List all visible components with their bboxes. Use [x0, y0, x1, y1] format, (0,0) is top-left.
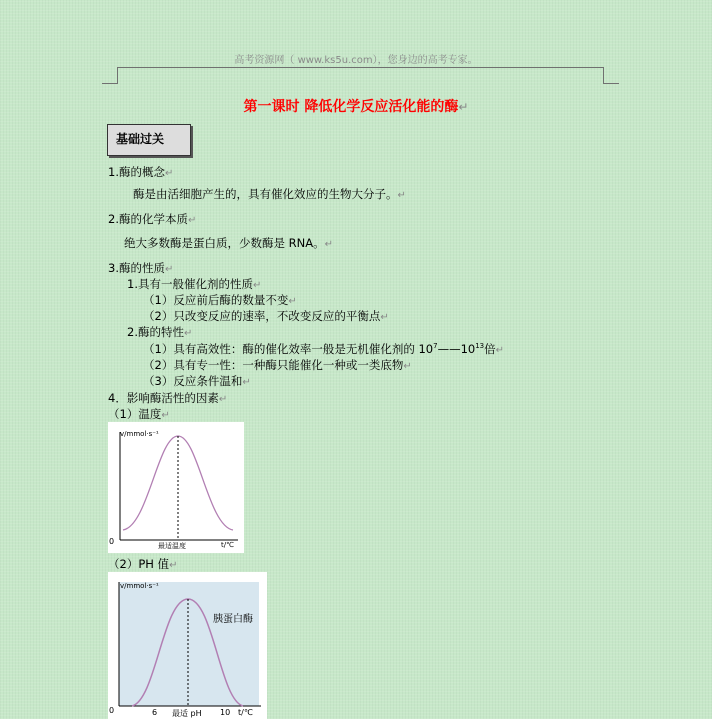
temperature-curve: [123, 436, 233, 530]
s4-item-1: （1）温度↵: [108, 407, 170, 421]
s3-item-1a: （1）反应前后酶的数量不变↵: [143, 293, 297, 307]
s1-title: 1.酶的概念↵: [108, 165, 174, 179]
s2-body: 绝大多数酶是蛋白质，少数酶是 RNA。↵: [124, 236, 334, 250]
s1-body: 酶是由活细胞产生的，具有催化效应的生物大分子。↵: [133, 187, 406, 201]
s3-item-1: 1.具有一般催化剂的性质↵: [127, 277, 262, 291]
header-rule-right-tick: [603, 67, 604, 84]
temp-xlabel: t/℃: [221, 541, 234, 549]
temp-ylabel: v/mmol·s⁻¹: [120, 430, 159, 438]
title-text: 第一课时 降低化学反应活化能的酶: [243, 99, 459, 115]
ph-xlabel: t/℃: [238, 708, 253, 717]
s3-item-2b: （2）具有专一性：一种酶只能催化一种或一类底物↵: [143, 358, 412, 372]
temp-origin: 0: [109, 537, 115, 546]
s4-item-2: （2）PH 值↵: [108, 557, 178, 571]
ph-ylabel: v/mmol·s⁻¹: [120, 582, 159, 590]
s4-title: 4．影响酶活性的因素↵: [108, 391, 228, 405]
ph-tick-10: 10: [220, 708, 231, 717]
s3-item-2c: （3）反应条件温和↵: [143, 374, 251, 388]
box-label: 基础过关: [116, 132, 165, 146]
section-box-basic: [107, 124, 191, 156]
ph-tick-6: 6: [152, 708, 158, 717]
s3-item-2: 2.酶的特性↵: [127, 325, 193, 339]
paragraph-mark: ↵: [458, 100, 469, 114]
header-rule-left-ext: [102, 83, 118, 84]
page-header-text: 高考资源网（ www.ks5u.com），您身边的高考专家。: [234, 55, 478, 66]
header-rule-left-tick: [117, 67, 118, 84]
s3-item-1b: （2）只改变反应的速率，不改变反应的平衡点↵: [143, 309, 389, 323]
s3-title: 3.酶的性质↵: [108, 261, 174, 275]
s3-item-2a: （1）具有高效性：酶的催化效率一般是无机催化剂的 $10^7——10^{13}$倍↵: [143, 342, 505, 356]
document-title: [0, 96, 712, 116]
temperature-chart-svg: [108, 422, 244, 553]
header-rule-right-ext: [603, 83, 619, 84]
header-rule: [117, 67, 604, 68]
ph-plot-area: [119, 582, 259, 706]
ph-chart-svg: [108, 572, 267, 719]
temp-optimum-label: 最适温度: [158, 542, 186, 550]
s2-title: 2.酶的化学本质↵: [108, 212, 197, 226]
ph-origin: 0: [109, 706, 115, 715]
ph-chart: [108, 572, 267, 719]
curve-label-trypsin: 胰蛋白酶: [213, 614, 253, 625]
ph-optimum-label: 最适 pH: [172, 709, 202, 718]
temperature-chart: [108, 422, 244, 553]
